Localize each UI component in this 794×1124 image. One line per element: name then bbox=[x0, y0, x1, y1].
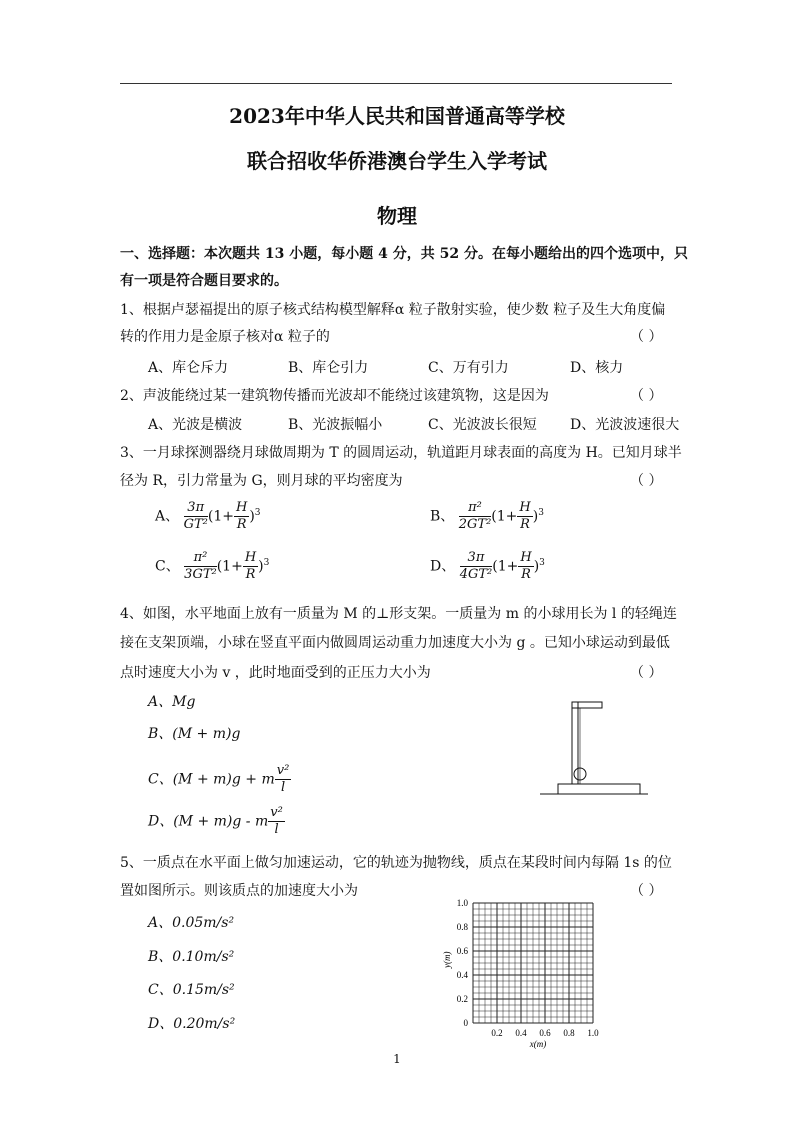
q2-answer-blank: （ ） bbox=[630, 388, 663, 404]
q1-option-a: A、库仑斥力 bbox=[148, 360, 229, 376]
y-tick-1.0: 1.0 bbox=[456, 898, 468, 908]
x-tick-0.4: 0.4 bbox=[515, 1028, 527, 1038]
y-tick-0.8: 0.8 bbox=[456, 922, 468, 932]
q2-option-c: C、光波波长很短 bbox=[428, 417, 537, 433]
y-tick-0.6: 0.6 bbox=[456, 946, 468, 956]
x-tick-0.2: 0.2 bbox=[491, 1028, 503, 1038]
section-heading: 一、选择题：本次题共 13 小题，每小题 4 分，共 52 分。在每小题给出的四个选项中，只 bbox=[120, 246, 688, 262]
q5-option-d: D、0.20m/s² bbox=[148, 1016, 236, 1032]
y-tick-0.4: 0.4 bbox=[456, 970, 468, 980]
title-line-2: 联合招收华侨港澳台学生入学考试 bbox=[247, 149, 547, 173]
y-axis-label: y(m) bbox=[442, 951, 452, 968]
q4-option-c: C、(M + m)g + m $\frac{\text{v²}}{l}$ bbox=[148, 763, 290, 795]
q3-text-cont: 径为 R，引力常量为 G，则月球的平均密度为 bbox=[120, 473, 403, 489]
q2-option-a: A、光波是横波 bbox=[148, 417, 243, 433]
q3-text: 3、一月球探测器绕月球做周期为 T 的圆周运动，轨道距月球表面的高度为 H。已知月球半 bbox=[120, 445, 682, 461]
y-tick-0: 0 bbox=[463, 1018, 468, 1028]
q1-answer-blank: （ ） bbox=[630, 329, 663, 345]
q2-text: 2、声波能绕过某一建筑物传播而光波却不能绕过该建筑物，这是因为 bbox=[120, 388, 549, 404]
title-line-1: 2023年中华人民共和国普通高等学校 bbox=[229, 104, 565, 128]
q3-option-d: D、 $\frac{3\pi}{\text{4GT²}}$ (1+ $\frac{H}{R}$ )$^3$ bbox=[430, 550, 545, 582]
section-heading-cont: 有一项是符合题目要求的。 bbox=[120, 273, 288, 289]
q4-option-b: B、(M + m)g bbox=[148, 726, 241, 742]
subject-title: 物理 bbox=[377, 204, 417, 228]
x-tick-1.0: 1.0 bbox=[587, 1028, 599, 1038]
x-tick-0.8: 0.8 bbox=[563, 1028, 575, 1038]
q4-option-a: A、Mg bbox=[148, 694, 196, 710]
top-rule bbox=[120, 83, 672, 84]
y-tick-0.2: 0.2 bbox=[456, 994, 468, 1004]
q2-option-d: D、光波波速很大 bbox=[570, 417, 680, 433]
q1-text-cont: 转的作用力是金原子核对α 粒子的 bbox=[120, 329, 330, 345]
q3-option-b: B、 $\frac{\text{π²}}{\text{2GT²}}$ (1+ $\frac{H}{R}$ )$^3$ bbox=[430, 500, 544, 532]
q5-answer-blank: （ ） bbox=[630, 883, 663, 899]
q3-option-a: A、 $\frac{3\pi}{\text{GT²}}$ (1+ $\frac{H}{R}$ )$^3$ bbox=[155, 500, 261, 532]
q4-text-cont: 接在支架顶端，小球在竖直平面内做圆周运动重力加速度大小为 g 。已知小球运动到最低 bbox=[120, 635, 670, 651]
q2-option-b: B、光波振幅小 bbox=[288, 417, 383, 433]
q5-option-c: C、0.15m/s² bbox=[148, 982, 235, 998]
q1-option-d: D、核力 bbox=[570, 360, 624, 376]
q5-text: 5、一质点在水平面上做匀加速运动，它的轨迹为抛物线，质点在某段时间内每隔 1s 的位 bbox=[120, 855, 672, 871]
q5-option-b: B、0.10m/s² bbox=[148, 949, 235, 965]
q4-answer-blank: （ ） bbox=[630, 665, 663, 681]
q3-answer-blank: （ ） bbox=[630, 473, 663, 489]
q4-text-cont-2: 点时速度大小为 v ，此时地面受到的正压力大小为 bbox=[120, 665, 431, 681]
q3-option-c: C、 $\frac{\text{π²}}{\text{3GT²}}$ (1+ $\frac{H}{R}$ )$^3$ bbox=[155, 550, 270, 582]
x-axis-label: x(m) bbox=[529, 1039, 547, 1049]
q1-option-c: C、万有引力 bbox=[428, 360, 509, 376]
q1-option-b: B、库仑引力 bbox=[288, 360, 369, 376]
trajectory-grid-figure bbox=[440, 893, 610, 1053]
q1-text: 1、根据卢瑟福提出的原子核式结构模型解释α 粒子散射实验，使少数 粒子及生大角度偏 bbox=[120, 302, 666, 318]
grid-lines bbox=[473, 903, 593, 1023]
q5-text-cont: 置如图所示。则该质点的加速度大小为 bbox=[120, 883, 358, 899]
q5-option-a: A、0.05m/s² bbox=[148, 915, 235, 931]
x-tick-0.6: 0.6 bbox=[539, 1028, 551, 1038]
pendulum-stand-figure bbox=[540, 698, 650, 798]
q4-text: 4、如图，水平地面上放有一质量为 M 的⊥形支架。一质量为 m 的小球用长为 l 的轻绳连 bbox=[120, 606, 677, 622]
page-number: 1 bbox=[393, 1052, 401, 1066]
q4-option-d: D、(M + m)g - m $\frac{\text{v²}}{l}$ bbox=[148, 805, 283, 837]
